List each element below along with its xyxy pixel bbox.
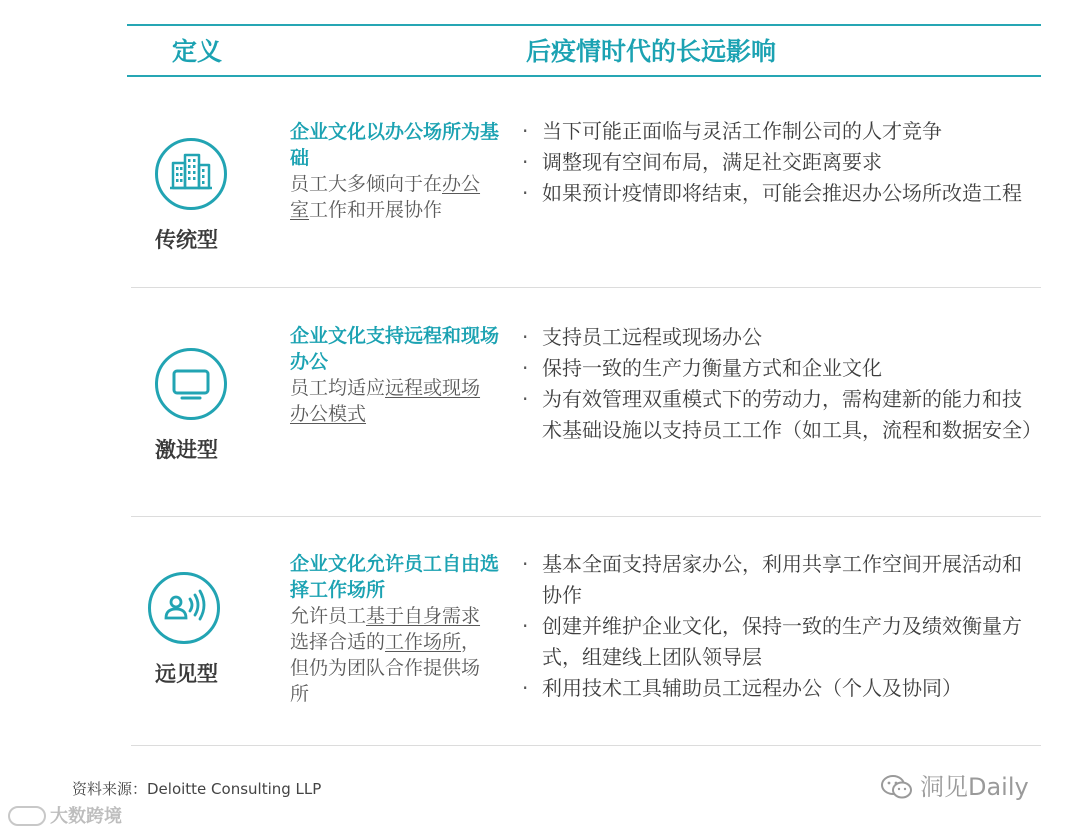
- type-label-aggressive: 激进型: [155, 438, 218, 462]
- definition-desc: 员工大多倾向于在办公室工作和开展协作: [290, 173, 481, 221]
- row-divider: [131, 287, 1041, 288]
- definition-title: 企业文化以办公场所为基础: [290, 121, 500, 169]
- list-item: · 创建并维护企业文化，保持一致的生产力及绩效衡量方式，组建线上团队领导层: [520, 611, 1040, 673]
- column-header-definition: 定义: [172, 37, 223, 66]
- type-label-visionary: 远见型: [155, 662, 218, 686]
- monitor-icon: [155, 348, 227, 420]
- list-item: · 如果预计疫情即将结束，可能会推迟办公场所改造工程: [520, 178, 1040, 209]
- definition-desc: 允许员工基于自身需求选择合适的工作场所，但仍为团队合作提供场所: [290, 605, 481, 705]
- impact-list: [520, 322, 1040, 446]
- header-bottom-rule: [127, 75, 1041, 77]
- person-signal-icon: [148, 572, 220, 644]
- watermark-right: 洞见Daily: [880, 770, 1029, 804]
- wechat-icon: [880, 773, 914, 801]
- definition-title: 企业文化支持远程和现场办公: [290, 325, 500, 373]
- list-item: · 利用技术工具辅助员工远程办公（个人及协同）: [520, 673, 1040, 704]
- list-item: · 支持员工远程或现场办公: [520, 322, 1040, 353]
- table-top-rule: [127, 24, 1041, 26]
- list-item: · 当下可能正面临与灵活工作制公司的人才竞争: [520, 116, 1040, 147]
- table-bottom-rule: [131, 745, 1041, 746]
- impact-list: [520, 549, 1040, 704]
- watermark-left: 大数跨境: [8, 804, 122, 830]
- type-label-traditional: 传统型: [155, 228, 218, 252]
- definition-desc: 员工均适应远程或现场办公模式: [290, 377, 481, 425]
- source-note: 资料来源：Deloitte Consulting LLP: [72, 780, 322, 798]
- list-item: · 基本全面支持居家办公，利用共享工作空间开展活动和协作: [520, 549, 1040, 611]
- building-icon: [155, 138, 227, 210]
- list-item: · 调整现有空间布局，满足社交距离要求: [520, 147, 1040, 178]
- dashuju-logo-icon: [8, 806, 46, 826]
- impact-list: [520, 116, 1040, 209]
- list-item: · 为有效管理双重模式下的劳动力，需构建新的能力和技术基础设施以支持员工工作（如工具，流程和数据安全）: [520, 384, 1040, 446]
- column-header-impact: 后疫情时代的长远影响: [526, 37, 777, 66]
- definition-title: 企业文化允许员工自由选择工作场所: [290, 553, 500, 601]
- row-divider: [131, 516, 1041, 517]
- list-item: · 保持一致的生产力衡量方式和企业文化: [520, 353, 1040, 384]
